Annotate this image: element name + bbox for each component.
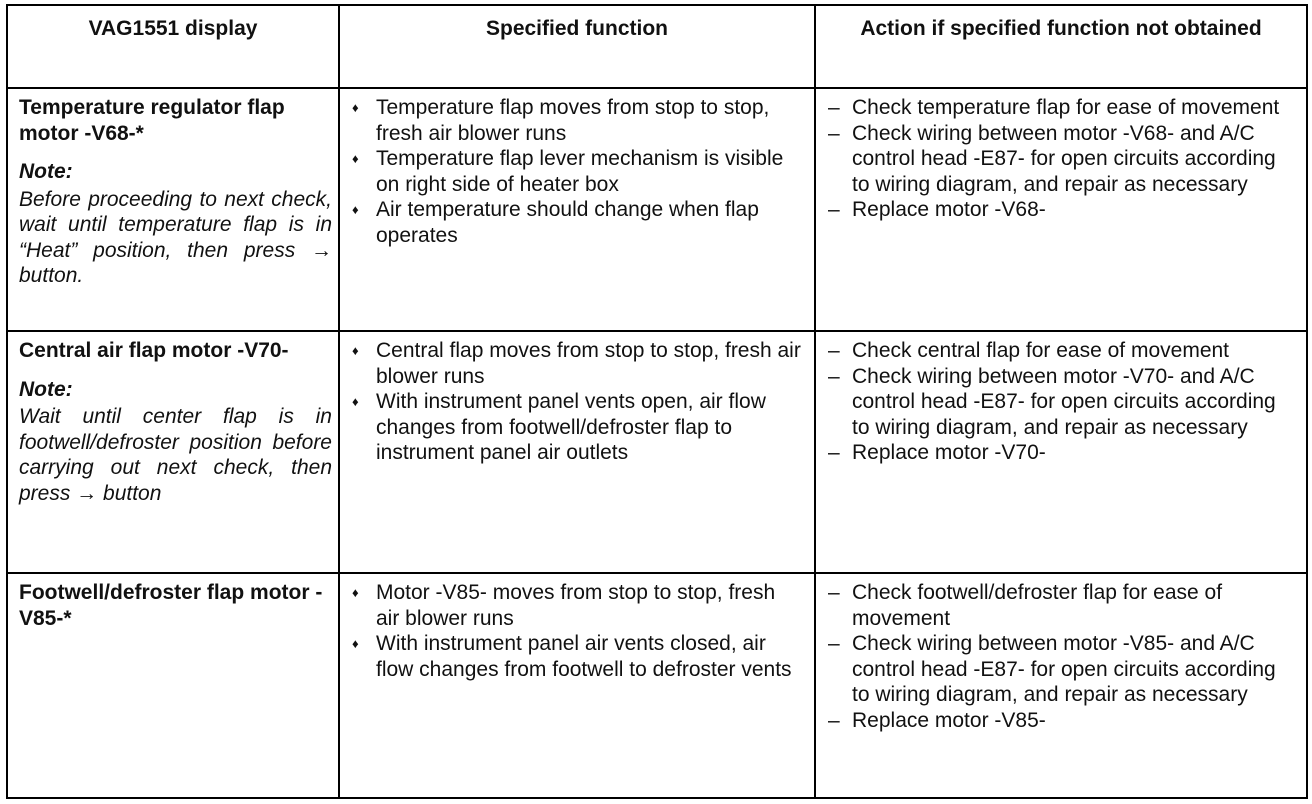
note-text: Wait until center flap is in footwell/defroster position before carrying out next check, then press → button: [19, 405, 332, 505]
component-title: Central air flap motor -V70-: [19, 339, 289, 362]
component-title: Temperature regulator flap motor -V68-*: [19, 96, 285, 145]
display-cell: [7, 331, 339, 573]
note-label: Note:: [19, 377, 73, 401]
component-title: Footwell/defroster flap motor -V85-*: [19, 581, 323, 630]
function-item: ♦ Central flap moves from stop to stop, fresh air blower runs: [350, 338, 804, 389]
action-item: – Check wiring between motor -V85- and A/C control head -E87- for open circuits according to wiring diagram, and repair as necessary: [826, 631, 1296, 708]
action-cell: [815, 88, 1307, 331]
action-item: – Check wiring between motor -V70- and A/C control head -E87- for open circuits according to wiring diagram, and repair as necessary: [826, 364, 1296, 441]
action-item: – Replace motor -V70-: [826, 440, 1296, 466]
function-item: ♦ With instrument panel air vents closed, air flow changes from footwell to defroster vents: [350, 631, 804, 682]
function-item: ♦ Motor -V85- moves from stop to stop, fresh air blower runs: [350, 580, 804, 631]
header-row: [7, 5, 1307, 88]
table-row: [7, 331, 1307, 573]
function-item: ♦ With instrument panel vents open, air flow changes from footwell/defroster flap to instrument panel air outlets: [350, 389, 804, 466]
header-display: VAG1551 display: [7, 5, 339, 88]
action-item: – Replace motor -V68-: [826, 197, 1296, 223]
diagnostic-table: [6, 4, 1308, 799]
table-row: [7, 573, 1307, 798]
action-item: – Check wiring between motor -V68- and A/C control head -E87- for open circuits according to wiring diagram, and repair as necessary: [826, 121, 1296, 198]
function-item: ♦ Temperature flap moves from stop to stop, fresh air blower runs: [350, 95, 804, 146]
action-item: – Replace motor -V85-: [826, 708, 1296, 734]
note-text: Before proceeding to next check, wait until temperature flap is in “Heat” position, then press → button.: [19, 187, 332, 287]
action-cell: [815, 331, 1307, 573]
display-cell: [7, 573, 339, 798]
header-function: Specified function: [339, 5, 815, 88]
action-item: – Check footwell/defroster flap for ease of movement: [826, 580, 1296, 631]
note-label: Note:: [19, 160, 73, 183]
action-cell: [815, 573, 1307, 798]
action-item: – Check temperature flap for ease of movement: [826, 95, 1296, 121]
function-item: ♦ Temperature flap lever mechanism is visible on right side of heater box: [350, 146, 804, 197]
action-item: – Check central flap for ease of movement: [826, 338, 1296, 364]
function-cell: [339, 573, 815, 798]
function-cell: [339, 331, 815, 573]
function-item: ♦ Air temperature should change when flap operates: [350, 197, 804, 248]
function-cell: [339, 88, 815, 331]
table-row: [7, 88, 1307, 331]
display-cell: [7, 88, 339, 331]
header-action: Action if specified function not obtained: [815, 5, 1307, 88]
